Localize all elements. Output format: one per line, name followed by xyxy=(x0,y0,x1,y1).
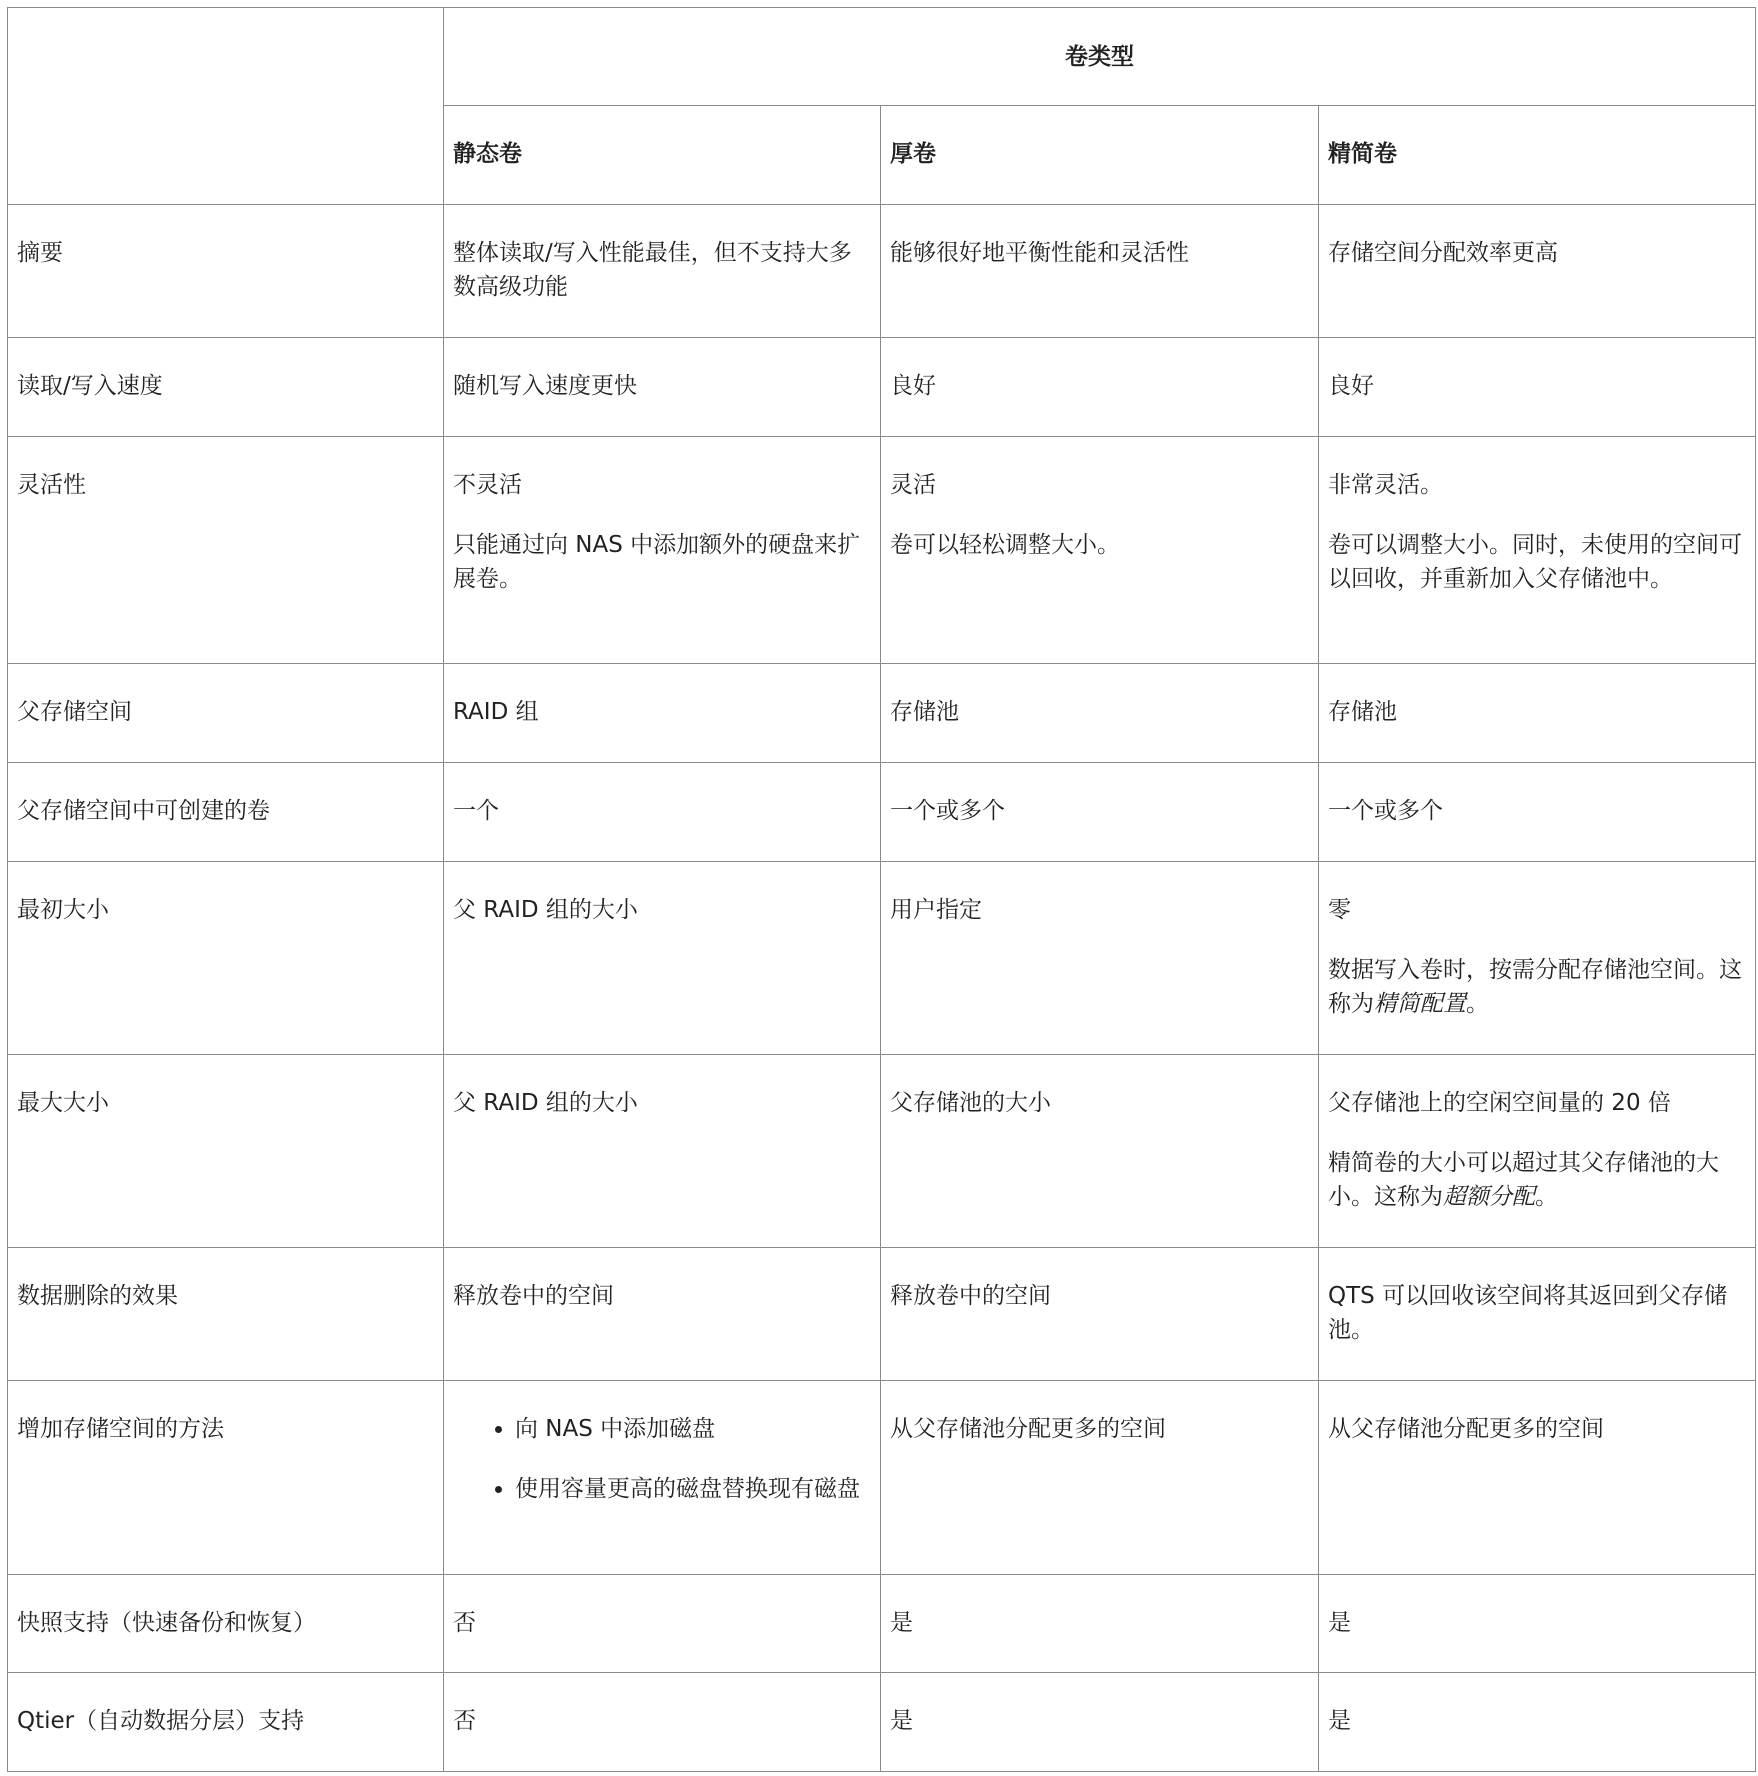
table-cell xyxy=(1319,763,1756,862)
cell-text: 不灵活 xyxy=(453,472,522,498)
cell-text: 一个或多个 xyxy=(1328,798,1443,824)
cell-text: 零 xyxy=(1328,897,1351,923)
table-cell xyxy=(881,338,1319,437)
table-cell xyxy=(881,664,1319,763)
cell-paragraph xyxy=(1328,953,1746,1021)
table-cell xyxy=(881,1575,1319,1673)
cell-paragraph xyxy=(1328,1606,1746,1640)
cell-text-suffix: 。 xyxy=(1466,991,1489,1017)
table-cell xyxy=(881,1381,1319,1575)
row-label: Qtier（自动数据分层）支持 xyxy=(8,1673,444,1772)
table-cell xyxy=(881,1248,1319,1381)
table-cell xyxy=(1319,1248,1756,1381)
table-cell xyxy=(444,205,881,338)
cell-text: 释放卷中的空间 xyxy=(890,1283,1051,1309)
corner-cell xyxy=(8,8,444,205)
cell-paragraph xyxy=(1328,1412,1746,1446)
volume-type-comparison-table xyxy=(7,7,1756,1772)
table-cell xyxy=(1319,1673,1756,1772)
row-label: 摘要 xyxy=(8,205,444,338)
cell-paragraph xyxy=(890,1704,1309,1738)
cell-text: 否 xyxy=(453,1708,476,1734)
cell-paragraph xyxy=(453,893,871,927)
table-cell xyxy=(444,763,881,862)
cell-paragraph xyxy=(1328,528,1746,596)
cell-paragraph xyxy=(890,468,1309,502)
cell-text: 能够很好地平衡性能和灵活性 xyxy=(890,240,1189,266)
cell-paragraph xyxy=(890,695,1309,729)
cell-paragraph xyxy=(890,1279,1309,1313)
table-row xyxy=(8,205,1756,338)
row-label: 灵活性 xyxy=(8,437,444,664)
cell-text: QTS 可以回收该空间将其返回到父存储池。 xyxy=(1328,1283,1728,1343)
table-row xyxy=(8,862,1756,1055)
cell-text: 父存储池的大小 xyxy=(890,1090,1051,1116)
cell-paragraph xyxy=(1328,468,1746,502)
table-cell xyxy=(1319,205,1756,338)
cell-paragraph xyxy=(1328,794,1746,828)
cell-paragraph xyxy=(890,1412,1309,1446)
cell-text: 父 RAID 组的大小 xyxy=(453,1090,638,1116)
table-row xyxy=(8,763,1756,862)
cell-text: 存储空间分配效率更高 xyxy=(1328,240,1558,266)
table-cell xyxy=(881,437,1319,664)
row-label: 父存储空间 xyxy=(8,664,444,763)
cell-text: 灵活 xyxy=(890,472,936,498)
cell-paragraph xyxy=(453,1606,871,1640)
cell-text: 数据写入卷时，按需分配存储池空间。这称为 xyxy=(1328,957,1742,1017)
row-label: 最大大小 xyxy=(8,1055,444,1248)
row-label: 增加存储空间的方法 xyxy=(8,1381,444,1575)
table-cell xyxy=(1319,1055,1756,1248)
cell-paragraph xyxy=(453,1279,871,1313)
cell-paragraph xyxy=(890,794,1309,828)
cell-paragraph xyxy=(453,528,871,596)
table-row xyxy=(8,1248,1756,1381)
cell-text: 从父存储池分配更多的空间 xyxy=(890,1416,1166,1442)
column-header: 厚卷 xyxy=(881,106,1319,205)
table-cell xyxy=(881,862,1319,1055)
cell-paragraph xyxy=(1328,369,1746,403)
cell-paragraph xyxy=(890,893,1309,927)
cell-paragraph xyxy=(1328,1086,1746,1120)
cell-text: 非常灵活。 xyxy=(1328,472,1443,498)
bullet-list xyxy=(453,1412,871,1506)
cell-text: 父存储池上的空闲空间量的 20 倍 xyxy=(1328,1090,1671,1116)
table-cell xyxy=(881,1055,1319,1248)
table-row xyxy=(8,1673,1756,1772)
cell-text: 是 xyxy=(890,1708,913,1734)
table-cell xyxy=(1319,1575,1756,1673)
cell-paragraph xyxy=(453,695,871,729)
table-cell xyxy=(1319,664,1756,763)
table-cell xyxy=(444,1055,881,1248)
table-cell xyxy=(444,437,881,664)
cell-text: RAID 组 xyxy=(453,699,539,725)
cell-paragraph xyxy=(1328,1146,1746,1214)
cell-text: 卷可以调整大小。同时，未使用的空间可以回收，并重新加入父存储池中。 xyxy=(1328,532,1742,592)
table-row xyxy=(8,437,1756,664)
cell-paragraph xyxy=(1328,1704,1746,1738)
row-label: 父存储空间中可创建的卷 xyxy=(8,763,444,862)
row-label: 数据删除的效果 xyxy=(8,1248,444,1381)
table-cell xyxy=(444,1381,881,1575)
cell-paragraph xyxy=(453,369,871,403)
cell-text: 从父存储池分配更多的空间 xyxy=(1328,1416,1604,1442)
cell-text: 否 xyxy=(453,1610,476,1636)
cell-text: 良好 xyxy=(890,373,936,399)
cell-text: 精简卷的大小可以超过其父存储池的大小。这称为 xyxy=(1328,1150,1719,1210)
table-cell xyxy=(881,205,1319,338)
row-label: 快照支持（快速备份和恢复） xyxy=(8,1575,444,1673)
table-cell xyxy=(444,338,881,437)
cell-text: 随机写入速度更快 xyxy=(453,373,637,399)
table-cell xyxy=(444,1248,881,1381)
cell-text: 存储池 xyxy=(890,699,959,725)
cell-paragraph xyxy=(1328,893,1746,927)
table-cell xyxy=(444,862,881,1055)
table-cell xyxy=(444,1673,881,1772)
cell-text: 整体读取/写入性能最佳，但不支持大多数高级功能 xyxy=(453,240,852,300)
cell-text: 一个或多个 xyxy=(890,798,1005,824)
cell-paragraph xyxy=(890,1606,1309,1640)
cell-paragraph xyxy=(453,236,871,304)
cell-text: 卷可以轻松调整大小。 xyxy=(890,532,1120,558)
cell-text: 良好 xyxy=(1328,373,1374,399)
cell-text: 是 xyxy=(890,1610,913,1636)
cell-paragraph xyxy=(890,236,1309,270)
table-cell xyxy=(444,664,881,763)
cell-text: 一个 xyxy=(453,798,499,824)
table-row xyxy=(8,1381,1756,1575)
table-cell xyxy=(444,1575,881,1673)
cell-paragraph xyxy=(890,528,1309,562)
emphasized-term: 超额分配 xyxy=(1443,1184,1535,1210)
bullet-item: • 使用容量更高的磁盘替换现有磁盘 xyxy=(515,1472,871,1506)
table-row xyxy=(8,1055,1756,1248)
cell-paragraph xyxy=(1328,1279,1746,1347)
table-row xyxy=(8,1575,1756,1673)
table-row xyxy=(8,664,1756,763)
table-row xyxy=(8,338,1756,437)
cell-text: 父 RAID 组的大小 xyxy=(453,897,638,923)
cell-paragraph xyxy=(453,794,871,828)
bullet-item: • 向 NAS 中添加磁盘 xyxy=(515,1412,871,1446)
cell-text-suffix: 。 xyxy=(1535,1184,1558,1210)
row-label: 读取/写入速度 xyxy=(8,338,444,437)
cell-paragraph xyxy=(453,1704,871,1738)
emphasized-term: 精简配置 xyxy=(1374,991,1466,1017)
table-cell xyxy=(1319,338,1756,437)
cell-text: 存储池 xyxy=(1328,699,1397,725)
cell-text: 是 xyxy=(1328,1610,1351,1636)
row-label: 最初大小 xyxy=(8,862,444,1055)
cell-paragraph xyxy=(453,1086,871,1120)
table-cell xyxy=(1319,862,1756,1055)
column-header: 精简卷 xyxy=(1319,106,1756,205)
cell-paragraph xyxy=(890,369,1309,403)
cell-text: 释放卷中的空间 xyxy=(453,1283,614,1309)
cell-paragraph xyxy=(890,1086,1309,1120)
table-cell xyxy=(1319,1381,1756,1575)
table-cell xyxy=(1319,437,1756,664)
cell-paragraph xyxy=(453,468,871,502)
cell-text: 是 xyxy=(1328,1708,1351,1734)
column-header: 静态卷 xyxy=(444,106,881,205)
cell-text: 用户指定 xyxy=(890,897,982,923)
cell-paragraph xyxy=(1328,236,1746,270)
cell-text: 只能通过向 NAS 中添加额外的硬盘来扩展卷。 xyxy=(453,532,861,592)
cell-paragraph xyxy=(1328,695,1746,729)
table-cell xyxy=(881,763,1319,862)
volume-type-group-header: 卷类型 xyxy=(444,8,1756,106)
table-cell xyxy=(881,1673,1319,1772)
